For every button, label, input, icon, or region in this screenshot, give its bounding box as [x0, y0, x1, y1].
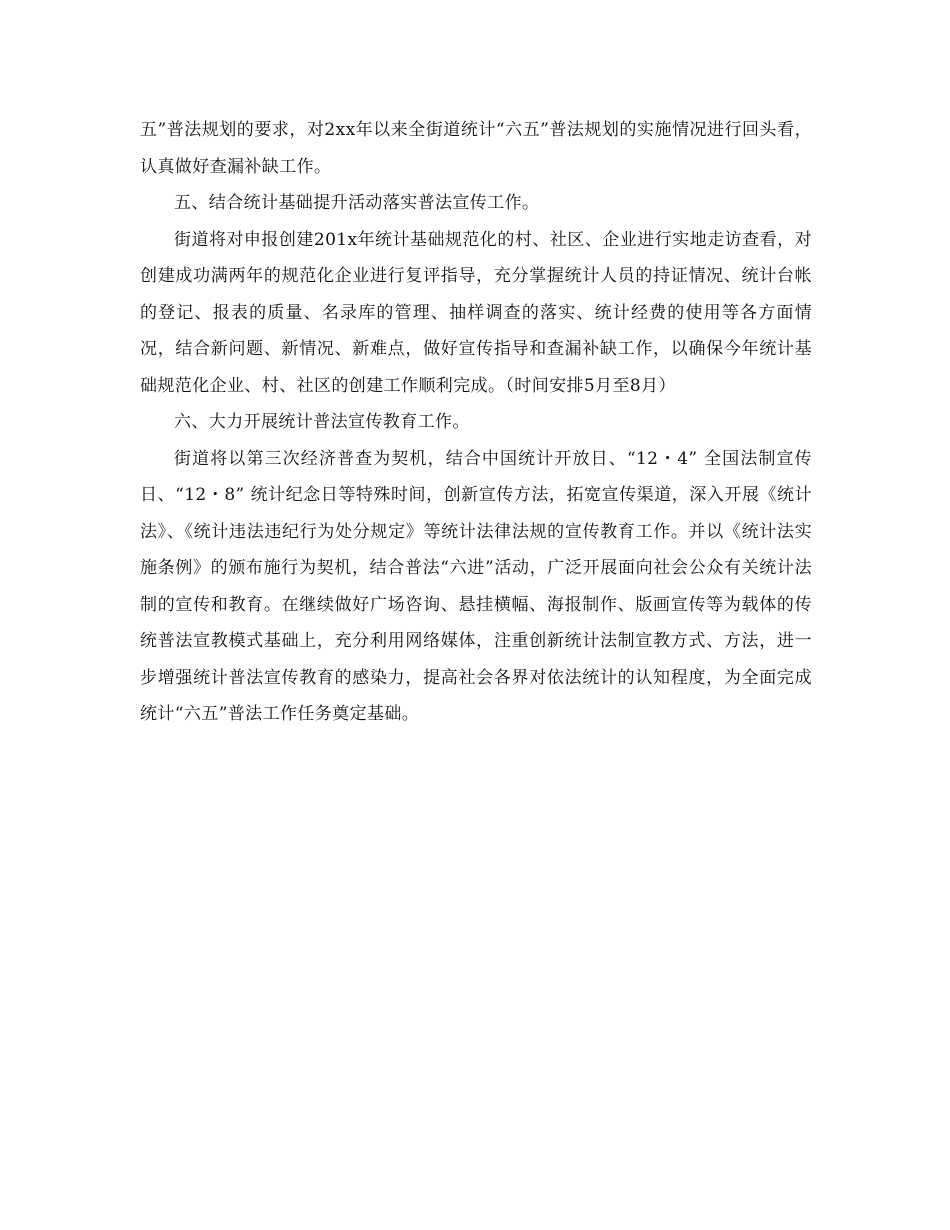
- paragraph-section-five: 街道将对申报创建201x年统计基础规范化的村、社区、企业进行实地走访查看，对创建成功满两年的规范化企业进行复评指导，充分掌握统计人员的持证情况、统计台帐的登记、报表的质量、名录库的管理、抽样调查的落实、统计经费的使用等各方面情况，结合新问题、新情况、新难点，做好宣传指导和查漏补缺工作，以确保今年统计基础规范化企业、村、社区的创建工作顺利完成。（时间安排5月至8月）: [140, 229, 812, 396]
- document-body: [140, 112, 812, 733]
- section-heading-six: 六、大力开展统计普法宣传教育工作。: [174, 412, 470, 432]
- paragraph-continuation: 五”普法规划的要求，对2xx年以来全街道统计“六五”普法规划的实施情况进行回头看，认真做好查漏补缺工作。: [140, 120, 812, 177]
- paragraph-section-six: 街道将以第三次经济普查为契机，结合中国统计开放日、“12・4” 全国法制宣传日、“12・8” 统计纪念日等特殊时间，创新宣传方法，拓宽宣传渠道，深入开展《统计法》、《统计违法违纪行为处分规定》等统计法律法规的宣传教育工作。并以《统计法实施条例》的颁布施行为契机，结合普法“六进”活动，广泛开展面向社会公众有关统计法制的宣传和教育。在继续做好广场咨询、悬挂横幅、海报制作、版画宣传等为载体的传统普法宣教模式基础上，充分利用网络媒体，注重创新统计法制宣教方式、方法，进一步增强统计普法宣传教育的感染力，提高社会各界对依法统计的认知程度，为全面完成统计“六五”普法工作任务奠定基础。: [140, 448, 812, 724]
- section-heading-five: 五、结合统计基础提升活动落实普法宣传工作。: [174, 193, 540, 213]
